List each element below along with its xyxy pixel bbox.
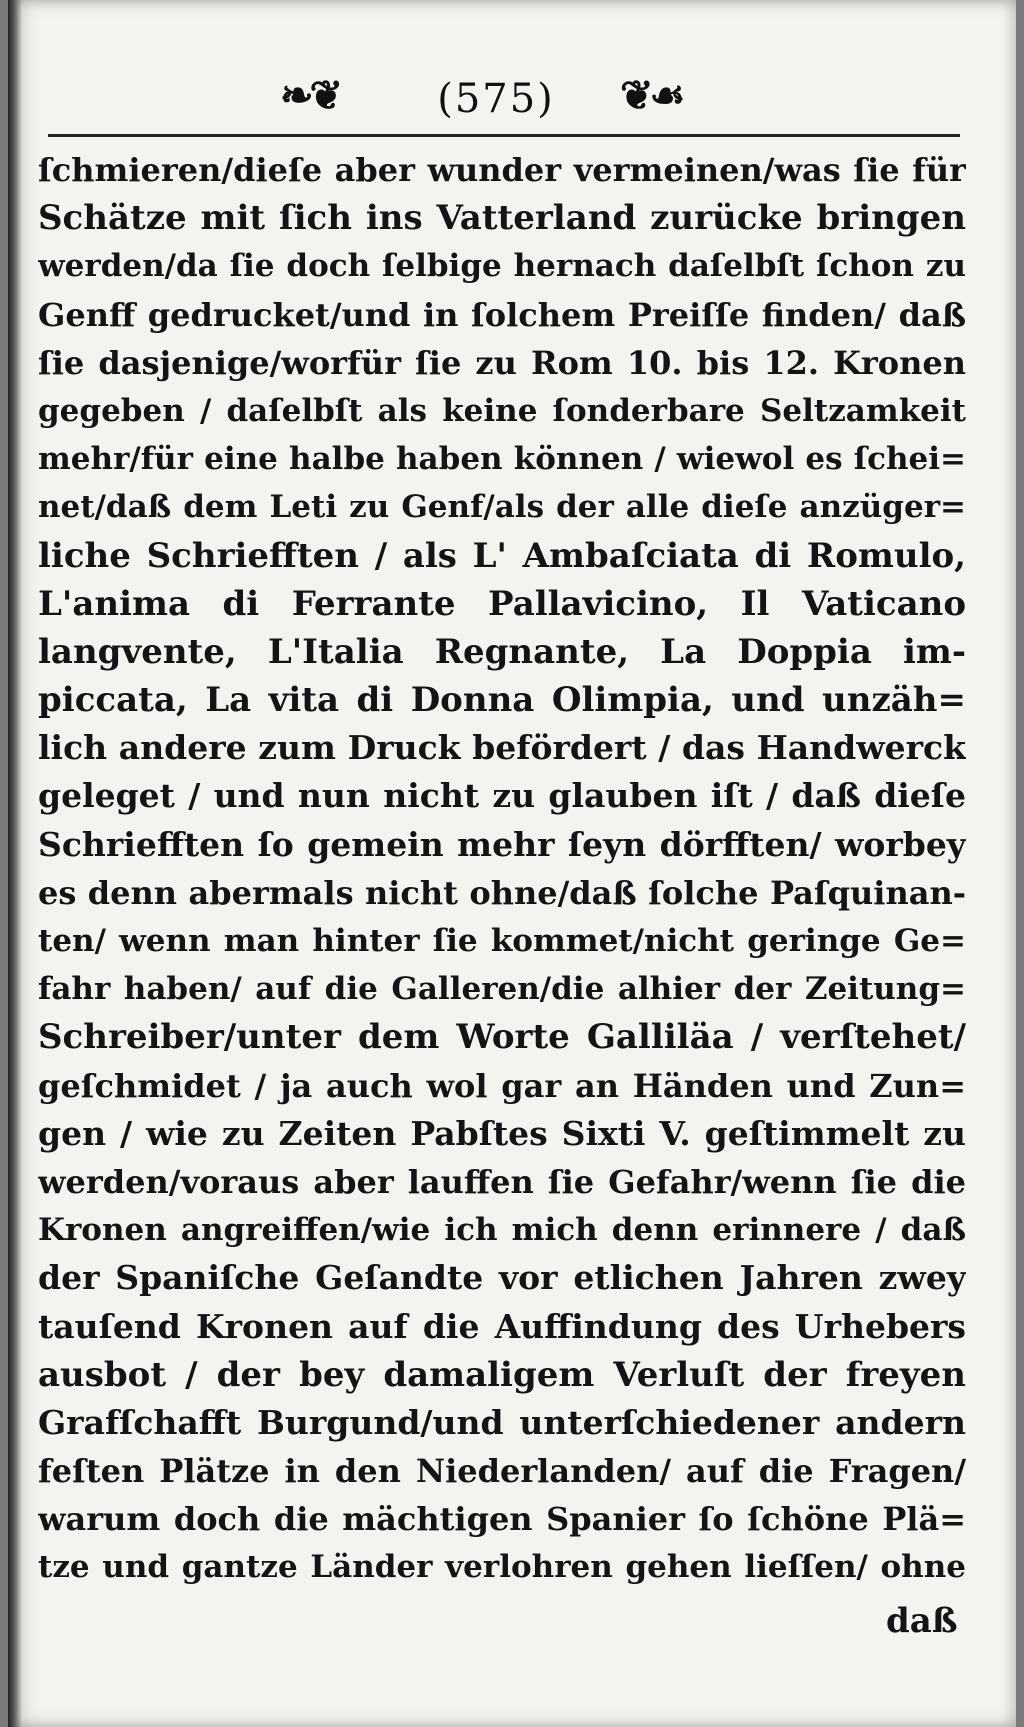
text-line: liche Schriefften / als L' Ambaſciata di Romulo, [38,535,966,576]
text-line: der Spaniſche Geſandte vor etlichen Jahren zwey [38,1258,966,1298]
text-line: ſie dasjenige/worfür ſie zu Rom 10. bis 12. Kronen [38,343,966,382]
running-header [8,68,1016,128]
text-line: ausbot / der bey damaligem Verluſt der freyen [38,1354,966,1395]
book-page [8,0,1016,1727]
text-line: Schätze mit ſich ins Vatterland zurücke bringen [38,198,966,239]
header-rule [48,134,960,137]
body-text [38,146,966,1592]
text-line: feſten Plätze in den Niederlanden/ auf die Fragen/ [38,1452,966,1491]
text-line: geleget / und nun nicht zu glauben iſt / daß dieſe [38,776,966,816]
text-line: werden/da ſie doch ſelbige hernach daſelbſt ſchon zu [38,248,966,285]
text-line: tauſend Kronen auf die Auffindung des Urhebers [38,1306,966,1346]
text-line: Schreiber/unter dem Worte Galliläa / verſtehet/ [38,1017,966,1058]
text-line: net/daß dem Leti zu Genf/als der alle dieſe anzüger= [38,489,966,526]
text-line: es denn abermals nicht ohne/daß ſolche Paſquinan- [38,873,966,912]
text-line: warum doch die mächtigen Spanier ſo ſchöne Plä= [38,1500,966,1539]
text-line: mehr/für eine halbe haben können / wiewol es ſchei= [38,441,966,478]
text-line: Grafſchafft Burgund/und unterſchiedener andern [38,1402,966,1442]
text-line: langvente, L'Italia Regnante, La Doppia im- [38,631,966,672]
ornament-right-icon: ❦☙ [620,72,682,119]
text-line: Genff gedrucket/und in ſolchem Preiſſe finden/ daß [38,295,966,334]
text-line: ſchmieren/dieſe aber wunder vermeinen/was ſie für [38,151,966,189]
text-line: lich andere zum Druck befördert / das Handwerck [38,728,966,768]
text-line: geſchmidet / ja auch wol gar an Händen und Zun= [38,1066,966,1105]
text-line: ten/ wenn man hinter ſie kommet/nicht geringe Ge= [38,923,966,959]
ornament-left-icon: ❧❦ [280,72,340,119]
text-line: Kronen angreiffen/wie ich mich denn erinnere / daß [38,1212,966,1249]
text-line: gen / wie zu Zeiten Pabſtes Sixti V. geſtimmelt zu [38,1113,966,1153]
text-line: werden/voraus aber lauffen ſie Gefahr/wenn ſie die [38,1162,966,1201]
text-line: Schriefften ſo gemein mehr ſeyn dörfften/ worbey [38,824,966,864]
text-line: tze und gantze Länder verlohren gehen lieſſen/ ohne [38,1549,966,1586]
text-line: gegeben / daſelbſt als keine ſonderbare Seltzamkeit [38,392,966,429]
text-line: L'anima di Ferrante Pallavicino, Il Vaticano [38,583,966,624]
catchword: daß [886,1601,958,1641]
text-line: piccata, La vita di Donna Olimpia, und unzäh= [38,680,966,721]
page-number: (575) [437,76,555,122]
text-line: fahr haben/ auf die Galleren/die alhier der Zeitung= [38,971,966,1008]
page-gutter-shadow [8,0,22,1727]
